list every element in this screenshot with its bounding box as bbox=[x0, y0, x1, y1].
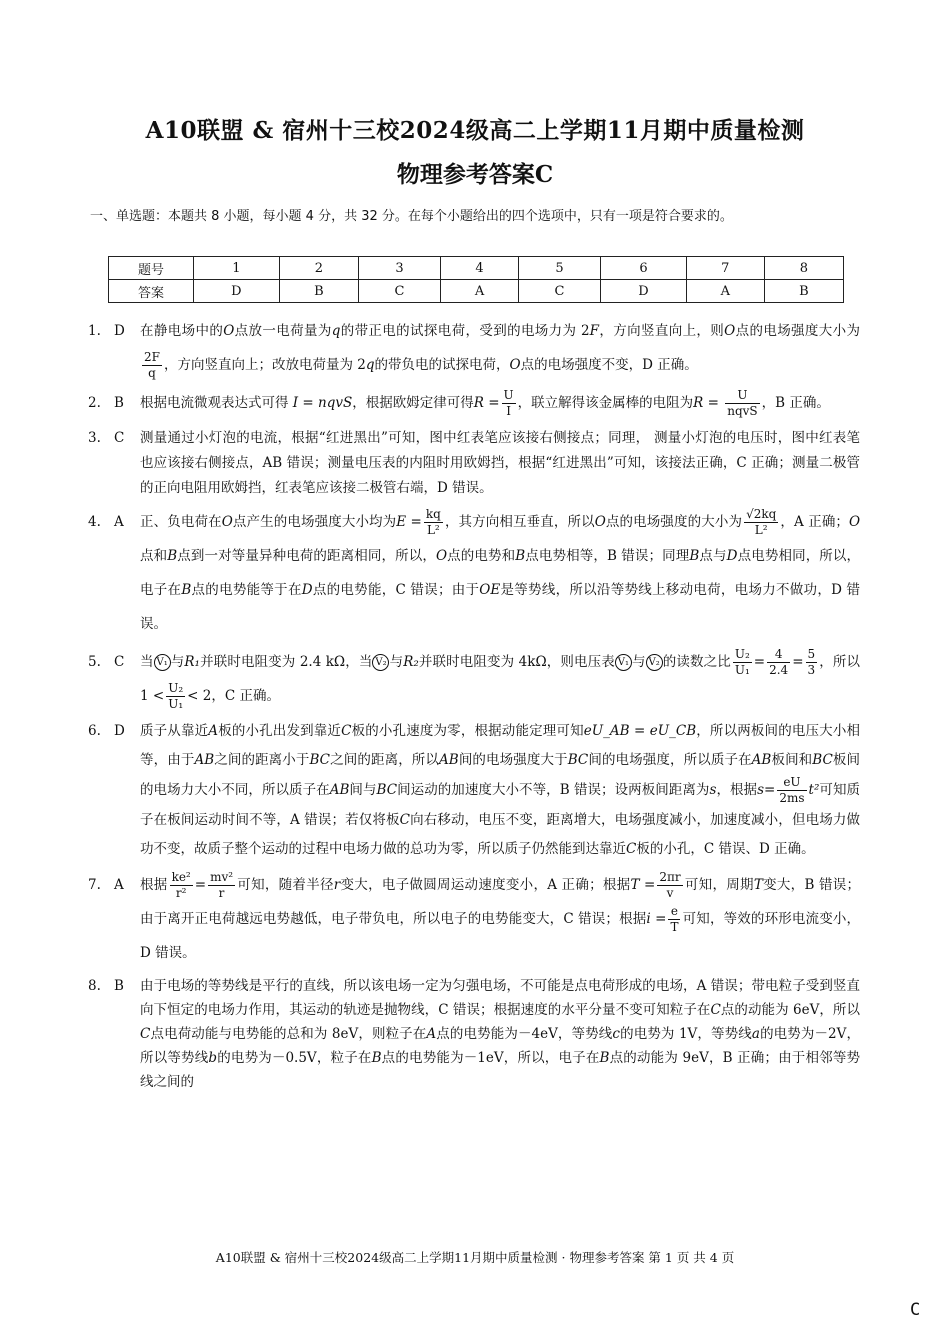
item-answer: A bbox=[114, 877, 124, 893]
table-label-q: 题号 bbox=[109, 257, 194, 280]
page-footer: A10联盟 & 宿州十三校2024级高二上学期11月期中质量检测 · 物理参考答案 第 1 页 共 4 页 bbox=[215, 1250, 735, 1265]
item-text: 当 V₁ 与R₁并联时电阻变为 2.4 kΩ，当 V₂ 与R₂并联时电阻变为 4kΩ，则电压表 V₁ 与 V₂ 的读数之比 $\frac{\text{U₂}}{\text{U₁}}$ = $\frac{4}{2.4}$ = $\frac{5}{3}$ ，所以1 < $\frac{\text{U₂}}{\text{U₁}}$ < 2，C 正确。 bbox=[140, 647, 861, 711]
item-answer: C bbox=[114, 654, 125, 670]
table-cell: 2 bbox=[279, 257, 358, 280]
item-answer: B bbox=[114, 978, 124, 994]
item-number: 2. bbox=[88, 395, 101, 411]
table-cell: 3 bbox=[358, 257, 440, 280]
table-cell: B bbox=[279, 280, 358, 303]
table-cell: 8 bbox=[764, 257, 843, 280]
table-cell: B bbox=[764, 280, 843, 303]
table-row-questions bbox=[109, 257, 844, 280]
voltmeter-v1-icon: V₁ bbox=[154, 654, 171, 671]
table-cell: C bbox=[518, 280, 600, 303]
fraction: $\frac{2F}{q}$ bbox=[144, 350, 160, 380]
fraction: $\frac{kq}{\text{L²}}$ bbox=[425, 507, 441, 537]
item-text: 正、负电荷在O点产生的电场强度大小均为E = $\frac{kq}{\text{L²}}$ ，其方向相互垂直，所以O点的电场强度的大小为 $\frac{√2kq}{\text{L²}}$ ，A 正确；O点和B点到一对等量异种电荷的距离相同，所以，O点的电势和B点电势相等，B 错误；同理B点与D点电势相同，所以，电子在B点的电势能等于在D点的电势能，C 错误；由于OE是等势线，所以沿等势线上移动电荷，电场力不做功，D 错误。 bbox=[140, 507, 861, 632]
item-answer: D bbox=[114, 323, 125, 339]
fraction: $\frac{√2kq}{\text{L²}}$ bbox=[746, 507, 777, 537]
fraction: $\frac{4}{2.4}$ bbox=[769, 647, 789, 677]
item-number: 5. bbox=[88, 654, 101, 670]
solutions-list bbox=[88, 314, 860, 1098]
table-cell: 6 bbox=[601, 257, 687, 280]
solution-item-7 bbox=[88, 868, 860, 970]
table-cell: 4 bbox=[441, 257, 519, 280]
fraction: $\frac{\text{U₂}}{\text{U₁}}$ bbox=[734, 647, 750, 677]
item-text: 根据 $\frac{\text{ke²}}{\text{r²}}$ = $\frac{\text{mv²}}{r}$ 可知，随着半径r变大，电子做圆周运动速度变小，A 正确；根据T = $\frac{2\pi r}{v}$ 可知，周期T变大，B 错误；由于离开正电荷越远电势越低，电子带负电，所以电子的电势能变大，C 错误；根据i = $\frac{e}{T}$ 可知，等效的环形电流变小，D 错误。 bbox=[140, 870, 861, 961]
voltmeter-v2-icon: V₂ bbox=[646, 654, 663, 671]
fraction: $\frac{eU}{2ms}$ bbox=[779, 775, 805, 805]
item-text: 根据电流微观表达式可得 I = nqvS，根据欧姆定律可得R = $\frac{U}{I}$ ，联立解得该金属棒的电阻为R = $\frac{U}{\text{nqvS}}$ ，B 正确。 bbox=[140, 388, 830, 418]
document-subtitle: 物理参考答案C bbox=[396, 161, 554, 188]
document-title: A10联盟 & 宿州十三校2024级高二上学期11月期中质量检测 bbox=[145, 117, 805, 144]
item-answer: D bbox=[114, 723, 125, 739]
fraction: $\frac{\text{U₂}}{\text{U₁}}$ bbox=[168, 681, 184, 711]
table-label-a: 答案 bbox=[109, 280, 194, 303]
item-number: 7. bbox=[88, 877, 101, 893]
table-cell: 5 bbox=[518, 257, 600, 280]
table-cell: A bbox=[686, 280, 764, 303]
fraction: $\frac{\text{ke²}}{\text{r²}}$ bbox=[171, 870, 191, 900]
fraction: $\frac{\text{mv²}}{r}$ bbox=[210, 870, 234, 900]
table-row-answers bbox=[109, 280, 844, 303]
solution-item-3 bbox=[88, 426, 860, 501]
table-cell: 7 bbox=[686, 257, 764, 280]
table-cell: C bbox=[358, 280, 440, 303]
solution-item-4 bbox=[88, 505, 860, 641]
solution-item-1 bbox=[88, 314, 860, 382]
solution-item-5 bbox=[88, 645, 860, 713]
item-answer: B bbox=[114, 395, 124, 411]
answer-table bbox=[108, 256, 844, 303]
voltmeter-v1-icon: V₁ bbox=[615, 654, 632, 671]
item-text: 质子从靠近A板的小孔出发到靠近C板的小孔速度为零，根据动能定理可知eU_AB = eU_CB，所以两板间的电压大小相等，由于AB之间的距离小于BC之间的距离，所以AB间的电场强度大于BC间的电场强度，所以质子在AB板间和BC板间的电场力大小不同，所以质子在AB间与BC间运动的加速度大小不等，B 错误；设两板间距离为s，根据s= $\frac{eU}{2ms}$ t²可知质子在板间运动时间不等，A 错误；若仅将板C向右移动，电压不变，距离增大，电场强度减小，加速度减小，但电场力做功不变，故质子整个运动的过程中电场力做的总功为零，所以质子仍然能到达靠近C板的小孔，C 错误、D 正确。 bbox=[140, 723, 861, 857]
table-cell: A bbox=[441, 280, 519, 303]
fraction: $\frac{U}{I}$ bbox=[503, 388, 514, 418]
fraction: $\frac{2\pi r}{v}$ bbox=[659, 870, 681, 900]
item-answer: A bbox=[114, 514, 124, 530]
fraction: $\frac{U}{\text{nqvS}}$ bbox=[727, 388, 758, 418]
voltmeter-v2-icon: V₂ bbox=[372, 654, 389, 671]
item-number: 6. bbox=[88, 723, 101, 739]
table-cell: 1 bbox=[194, 257, 280, 280]
section-heading bbox=[90, 206, 865, 227]
item-number: 8. bbox=[88, 978, 101, 994]
table-cell: D bbox=[194, 280, 280, 303]
table-cell: D bbox=[601, 280, 687, 303]
solution-item-8 bbox=[88, 974, 860, 1094]
corner-mark: C bbox=[910, 1300, 921, 1320]
item-answer: C bbox=[114, 430, 125, 446]
item-text: 测量通过小灯泡的电流，根据“红进黑出”可知，图中红表笔应该接右侧接点；同理， 测量小灯泡的电压时，图中红表笔也应该接右侧接点，AB 错误；测量电压表的内阻时用欧姆挡，根据“红进黑出”可知，该接法正确，C 正确；测量二极管的正向电阻用欧姆挡，红表笔应该接二极管右端，D 错误。 bbox=[140, 430, 860, 496]
item-text: 在静电场中的O点放一电荷量为q的带正电的试探电荷，受到的电场力为 2F，方向竖直向上，则O点的电场强度大小为 $\frac{2F}{q}$ ，方向竖直向上；改放电荷量为 2q的带负电的试探电荷，O点的电场强度不变，D 正确。 bbox=[140, 323, 861, 380]
item-number: 4. bbox=[88, 514, 101, 530]
item-number: 3. bbox=[88, 430, 101, 446]
fraction: $\frac{e}{T}$ bbox=[670, 904, 679, 934]
fraction: $\frac{5}{3}$ bbox=[807, 647, 816, 677]
item-number: 1. bbox=[88, 323, 101, 339]
solution-item-6 bbox=[88, 717, 860, 864]
solution-item-2 bbox=[88, 386, 860, 420]
section-heading-text: 一、单选题：本题共 8 小题，每小题 4 分，共 32 分。在每个小题给出的四个选项中，只有一项是符合要求的。 bbox=[90, 209, 733, 224]
item-text: 由于电场的等势线是平行的直线，所以该电场一定为匀强电场，不可能是点电荷形成的电场，A 错误；带电粒子受到竖直向下恒定的电场力作用，其运动的轨迹是抛物线，C 错误；根据速度的水平分量不变可知粒子在C点的动能为 6eV，所以C点电荷动能与电势能的总和为 8eV，则粒子在A点的电势能为－4eV，等势线c的电势为 1V，等势线a的电势为－2V，所以等势线b的电势为－0.5V，粒子在B点的电势能为－1eV，所以，电子在B点的动能为 9eV，B 正确；由于相邻等势线之间的 bbox=[140, 978, 861, 1090]
